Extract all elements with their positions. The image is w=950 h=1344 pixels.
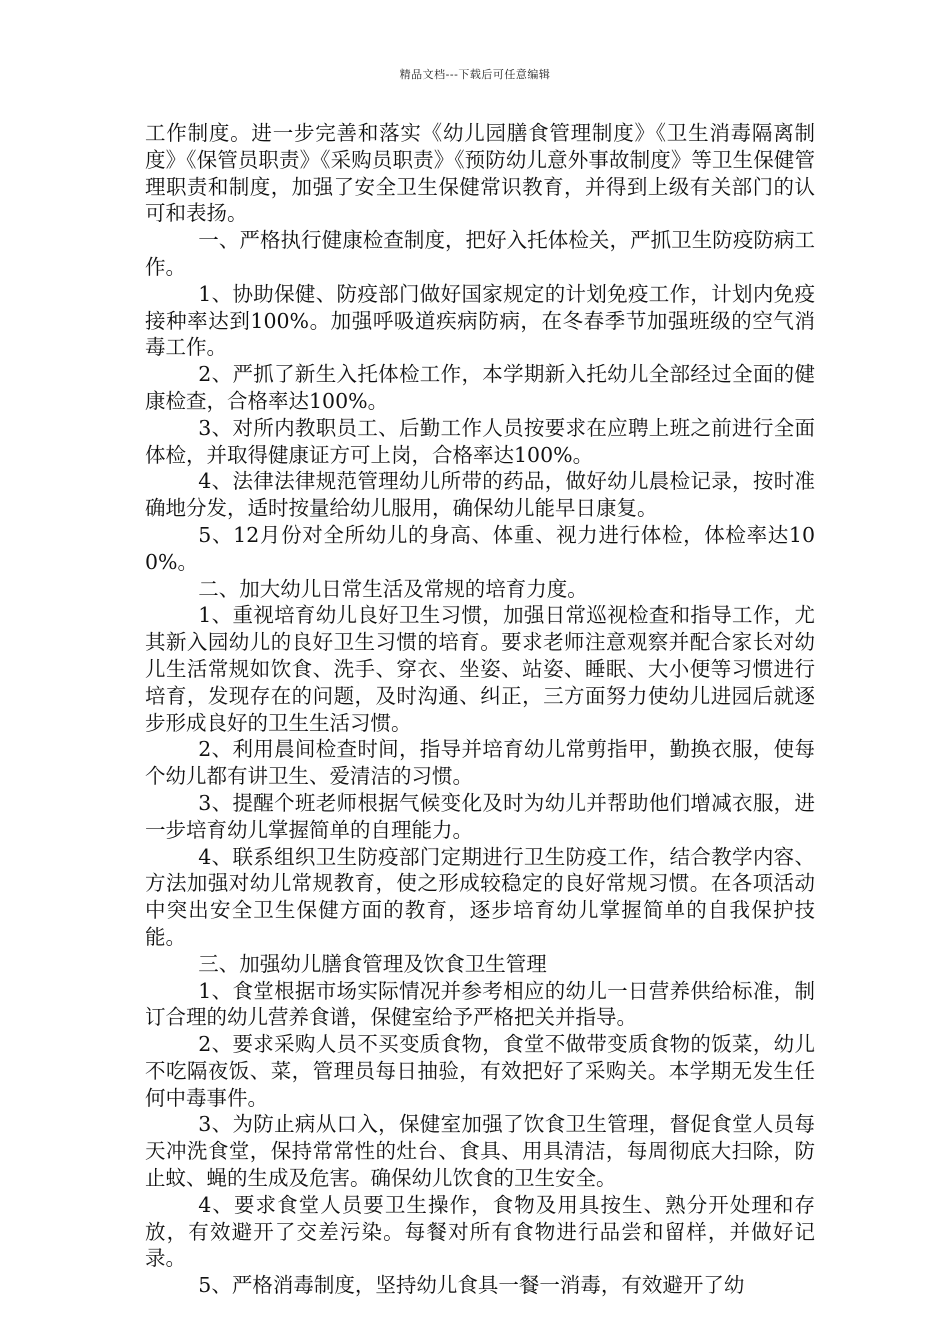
paragraph: 4、法律法律规范管理幼儿所带的药品，做好幼儿晨检记录，按时准确地分发，适时按量给幼儿服用，确保幼儿能早日康复。	[145, 469, 815, 521]
paragraph: 3、提醒个班老师根据气候变化及时为幼儿并帮助他们增减衣服，进一步培育幼儿掌握简单的自理能力。	[145, 790, 815, 842]
paragraph: 5、12月份对全所幼儿的身高、体重、视力进行体检，体检率达100%。	[145, 522, 815, 574]
paragraph: 2、利用晨间检查时间，指导并培育幼儿常剪指甲，勤换衣服，使每个幼儿都有讲卫生、爱清洁的习惯。	[145, 737, 815, 789]
paragraph: 1、协助保健、防疫部门做好国家规定的计划免疫工作，计划内免疫接种率达到100%。加强呼吸道疾病防病，在冬春季节加强班级的空气消毒工作。	[145, 281, 815, 360]
paragraph: 4、联系组织卫生防疫部门定期进行卫生防疫工作，结合教学内容、方法加强对幼儿常规教育，使之形成较稳定的良好常规习惯。在各项活动中突出安全卫生保健方面的教育，逐步培育幼儿掌握简单的自我保护技能。	[145, 844, 815, 949]
paragraph: 4、要求食堂人员要卫生操作，食物及用具按生、熟分开处理和存放，有效避开了交差污染。每餐对所有食物进行品尝和留样，并做好记录。	[145, 1192, 815, 1271]
paragraph: 2、严抓了新生入托体检工作，本学期新入托幼儿全部经过全面的健康检查，合格率达100%。	[145, 362, 815, 413]
paragraph: 1、食堂根据市场实际情况并参考相应的幼儿一日营养供给标准，制订合理的幼儿营养食谱，保健室给予严格把关并指导。	[145, 978, 815, 1030]
document-body	[145, 120, 815, 1299]
paragraph: 1、重视培育幼儿良好卫生习惯，加强日常巡视检查和指导工作，尤其新入园幼儿的良好卫生习惯的培育。要求老师注意观察并配合家长对幼儿生活常规如饮食、洗手、穿衣、坐姿、站姿、睡眠、大小便等习惯进行培育，发现存在的问题，及时沟通、纠正，三方面努力使幼儿进园后就逐步形成良好的卫生生活习惯。	[145, 603, 815, 735]
page-header: 精品文档---下载后可任意编辑	[399, 68, 551, 81]
section-heading: 二、加大幼儿日常生活及常规的培育力度。	[198, 576, 588, 601]
paragraph: 5、严格消毒制度，坚持幼儿食具一餐一消毒，有效避开了幼	[198, 1273, 745, 1298]
paragraph: 2、要求采购人员不买变质食物，食堂不做带变质食物的饭菜，幼儿不吃隔夜饭、菜，管理员每日抽验，有效把好了采购关。本学期无发生任何中毒事件。	[145, 1032, 815, 1110]
paragraph: 3、对所内教职员工、后勤工作人员按要求在应聘上班之前进行全面体检，并取得健康证方可上岗，合格率达100%。	[145, 415, 815, 467]
section-heading: 三、加强幼儿膳食管理及饮食卫生管理	[198, 951, 547, 976]
paragraph: 工作制度。进一步完善和落实《幼儿园膳食管理制度》《卫生消毒隔离制度》《保管员职责》《采购员职责》《预防幼儿意外事故制度》等卫生保健管理职责和制度，加强了安全卫生保健常识教育，并得到上级有关部门的认可和表扬。	[145, 121, 815, 226]
section-heading: 一、严格执行健康检查制度，把好入托体检关，严抓卫生防疫防病工作。	[145, 228, 815, 279]
paragraph: 3、为防止病从口入，保健室加强了饮食卫生管理，督促食堂人员每天冲洗食堂，保持常常性的灶台、食具、用具清洁，每周彻底大扫除，防止蚊、蝇的生成及危害。确保幼儿饮食的卫生安全。	[145, 1112, 815, 1191]
